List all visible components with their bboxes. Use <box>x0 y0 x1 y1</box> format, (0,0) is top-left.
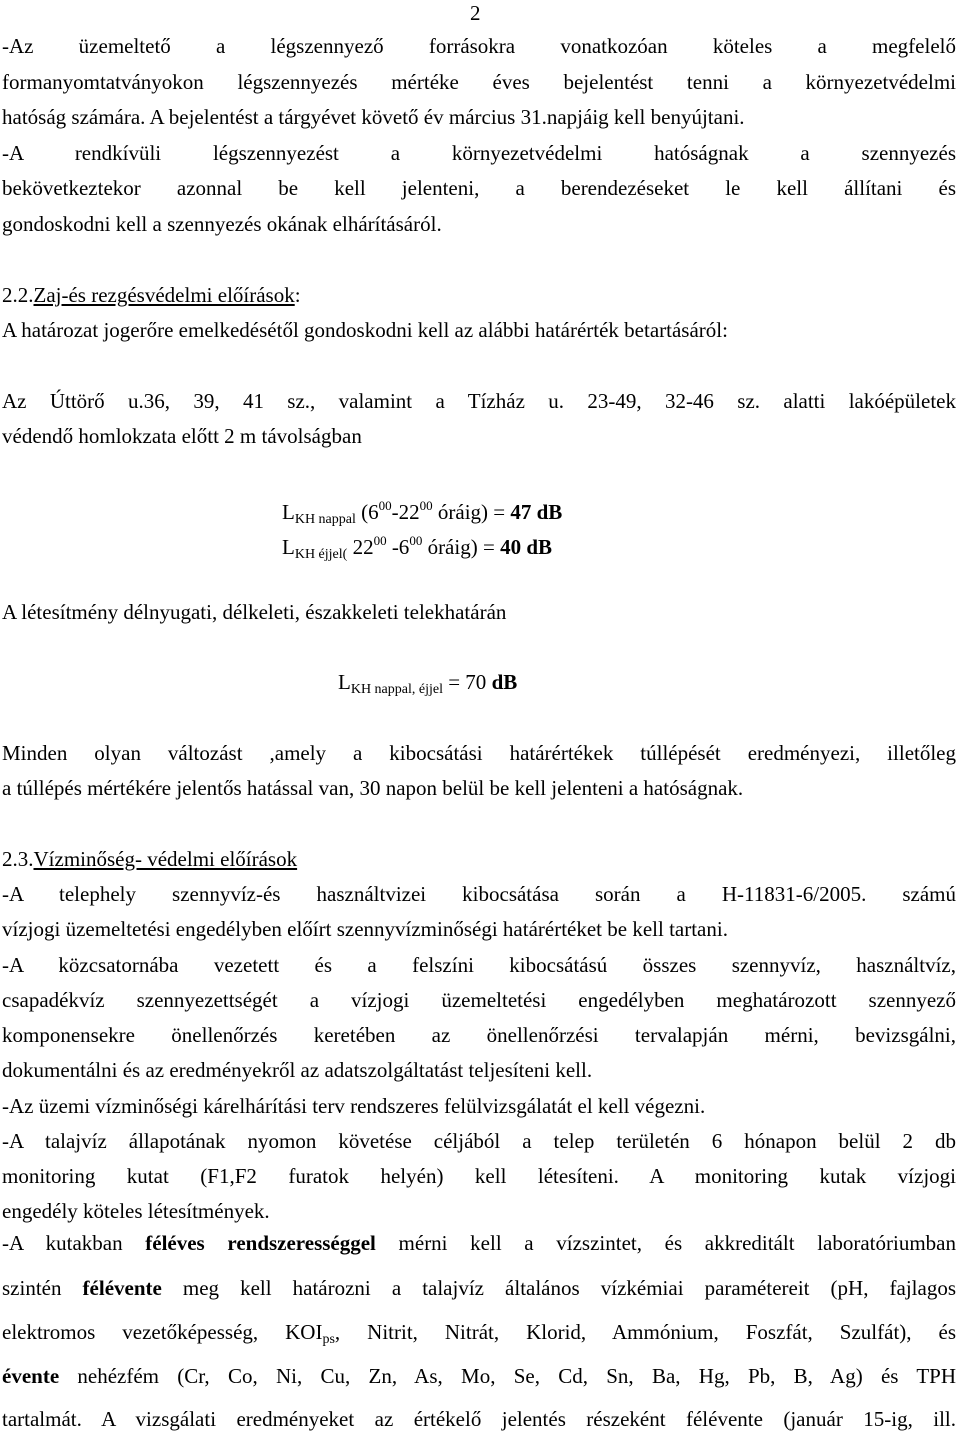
paragraph-2-line-2: bekövetkeztekor azonnal be kell jelenteni, a berendezéseket le kell állítani és <box>2 176 956 200</box>
paragraph-1-line-3: hatóság számára. A bejelentést a tárgyévet követő év március 31.napjáig kell benyújtani. <box>2 105 745 129</box>
formula-value: 40 dB <box>500 535 552 559</box>
paragraph-2-line-3: gondoskodni kell a szennyezés okának elhárításáról. <box>2 212 442 236</box>
formula-day-limit <box>282 493 562 533</box>
formula-text: 22 <box>347 535 374 559</box>
paragraph-8-line-1: -Az üzemi vízminőségi kárelhárítási terv rendszeres felülvizsgálatát el kell végezni. <box>2 1094 706 1118</box>
paragraph-10-line-2 <box>2 1275 956 1301</box>
paragraph-10-line-5: tartalmát. A vizsgálati eredményeket az értékelő jelentés részeként félévente (január 15-ig, ill. <box>2 1407 956 1431</box>
paragraph-5-line-2: a túllépés mértékére jelentős hatással van, 30 napon belül be kell jelenteni a hatóságnak. <box>2 776 744 800</box>
page-number: 2 <box>470 1 481 25</box>
subscript-run: ps <box>322 1332 335 1347</box>
paragraph-1-line-1: -Az üzemeltető a légszennyező forrásokra vonatkozóan köteles a megfelelő <box>2 34 956 58</box>
paragraph-10-line-3 <box>2 1319 956 1353</box>
formula-subscript: KH nappal, éjjel <box>350 682 443 697</box>
section-colon: : <box>294 283 301 307</box>
paragraph-6-line-1: -A telephely szennyvíz-és használtvizei kibocsátása során a H-11831-6/2005. számú <box>2 882 956 906</box>
formula-text: óráig) = <box>432 500 511 524</box>
paragraph-10-line-4 <box>2 1363 956 1389</box>
formula-value: dB <box>491 670 518 694</box>
formula-superscript: 00 <box>409 533 423 548</box>
section-title: Zaj-és rezgésvédelmi előírások <box>33 283 295 307</box>
formula-symbol: L <box>282 535 295 559</box>
section-number: 2.3. <box>2 847 34 871</box>
formula-text: -22 <box>391 500 420 524</box>
formula-boundary-limit <box>338 669 517 703</box>
bold-run: féléves rendszerességgel <box>145 1231 376 1255</box>
section-2-2-heading <box>2 282 956 308</box>
formula-text: -6 <box>386 535 410 559</box>
section-2-2-intro: A határozat jogerőre emelkedésétől gondoskodni kell az alábbi határérték betartásáról: <box>2 318 728 342</box>
paragraph-5-line-1: Minden olyan változást ,amely a kibocsátási határértékek túllépését eredményezi, illetőleg <box>2 741 956 765</box>
text-run: mérni kell a vízszintet, és akkreditált laboratóriumban <box>375 1231 956 1255</box>
text-run: nehézfém (Cr, Co, Ni, Cu, Zn, As, Mo, Se, Cd, Sn, Ba, Hg, Pb, B, Ag) és TPH <box>59 1364 956 1388</box>
text-run: szintén <box>2 1276 83 1300</box>
paragraph-7-line-2: csapadékvíz szennyezettségét a vízjogi üzemeltetési engedélyben meghatározott szennyező <box>2 988 956 1012</box>
text-run: -A kutakban <box>2 1231 146 1255</box>
formula-value: 47 dB <box>510 500 563 524</box>
formula-text: = 70 <box>442 670 492 694</box>
formula-symbol: L <box>338 670 351 694</box>
section-title: Vízminőség- védelmi előírások <box>33 847 298 871</box>
paragraph-3-line-1: Az Úttörő u.36, 39, 41 sz., valamint a Tízház u. 23-49, 32-46 sz. alatti lakóépületek <box>2 389 956 413</box>
bold-run: évente <box>2 1364 60 1388</box>
formula-subscript: KH nappal <box>294 512 356 527</box>
paragraph-10-line-1 <box>2 1230 956 1256</box>
paragraph-7-line-4: dokumentálni és az eredményekről az adatszolgáltatást teljesíteni kell. <box>2 1058 593 1082</box>
paragraph-4-line-1: A létesítmény délnyugati, délkeleti, északkeleti telekhatárán <box>2 600 507 624</box>
paragraph-1-line-2: formanyomtatványokon légszennyezés mértéke éves bejelentést tenni a környezetvédelmi <box>2 70 956 94</box>
formula-superscript: 00 <box>419 498 433 513</box>
paragraph-9-line-3: engedély köteles létesítmények. <box>2 1199 270 1223</box>
text-run: , Nitrit, Nitrát, Klorid, Ammónium, Foszfát, Szulfát), és <box>334 1320 956 1344</box>
formula-night-limit <box>282 528 552 568</box>
paragraph-3-line-2: védendő homlokzata előtt 2 m távolságban <box>2 424 362 448</box>
text-run: elektromos vezetőképesség, KOI <box>2 1320 323 1344</box>
formula-text: (6 <box>355 500 379 524</box>
paragraph-7-line-1: -A közcsatornába vezetett és a felszíni kibocsátású összes szennyvíz, használtvíz, <box>2 953 956 977</box>
paragraph-2-line-1: -A rendkívüli légszennyezést a környezetvédelmi hatóságnak a szennyezés <box>2 141 956 165</box>
formula-superscript: 00 <box>373 533 387 548</box>
bold-run: félévente <box>82 1276 162 1300</box>
paragraph-9-line-2: monitoring kutat (F1,F2 furatok helyén) kell létesíteni. A monitoring kutak vízjogi <box>2 1164 956 1188</box>
formula-text: óráig) = <box>422 535 501 559</box>
formula-subscript: KH éjjel( <box>294 547 348 562</box>
paragraph-7-line-3: komponensekre önellenőrzés keretében az önellenőrzési tervalapján mérni, bevizsgálni, <box>2 1023 956 1047</box>
paragraph-9-line-1: -A talajvíz állapotának nyomon követése céljából a telep területén 6 hónapon belül 2 db <box>2 1129 956 1153</box>
formula-symbol: L <box>282 500 295 524</box>
section-number: 2.2. <box>2 283 34 307</box>
section-2-3-heading <box>2 846 956 872</box>
formula-superscript: 00 <box>378 498 392 513</box>
text-run: meg kell határozni a talajvíz általános vízkémiai paramétereit (pH, fajlagos <box>161 1276 956 1300</box>
paragraph-6-line-2: vízjogi üzemeltetési engedélyben előírt szennyvízminőségi határértéket be kell tartani. <box>2 917 728 941</box>
